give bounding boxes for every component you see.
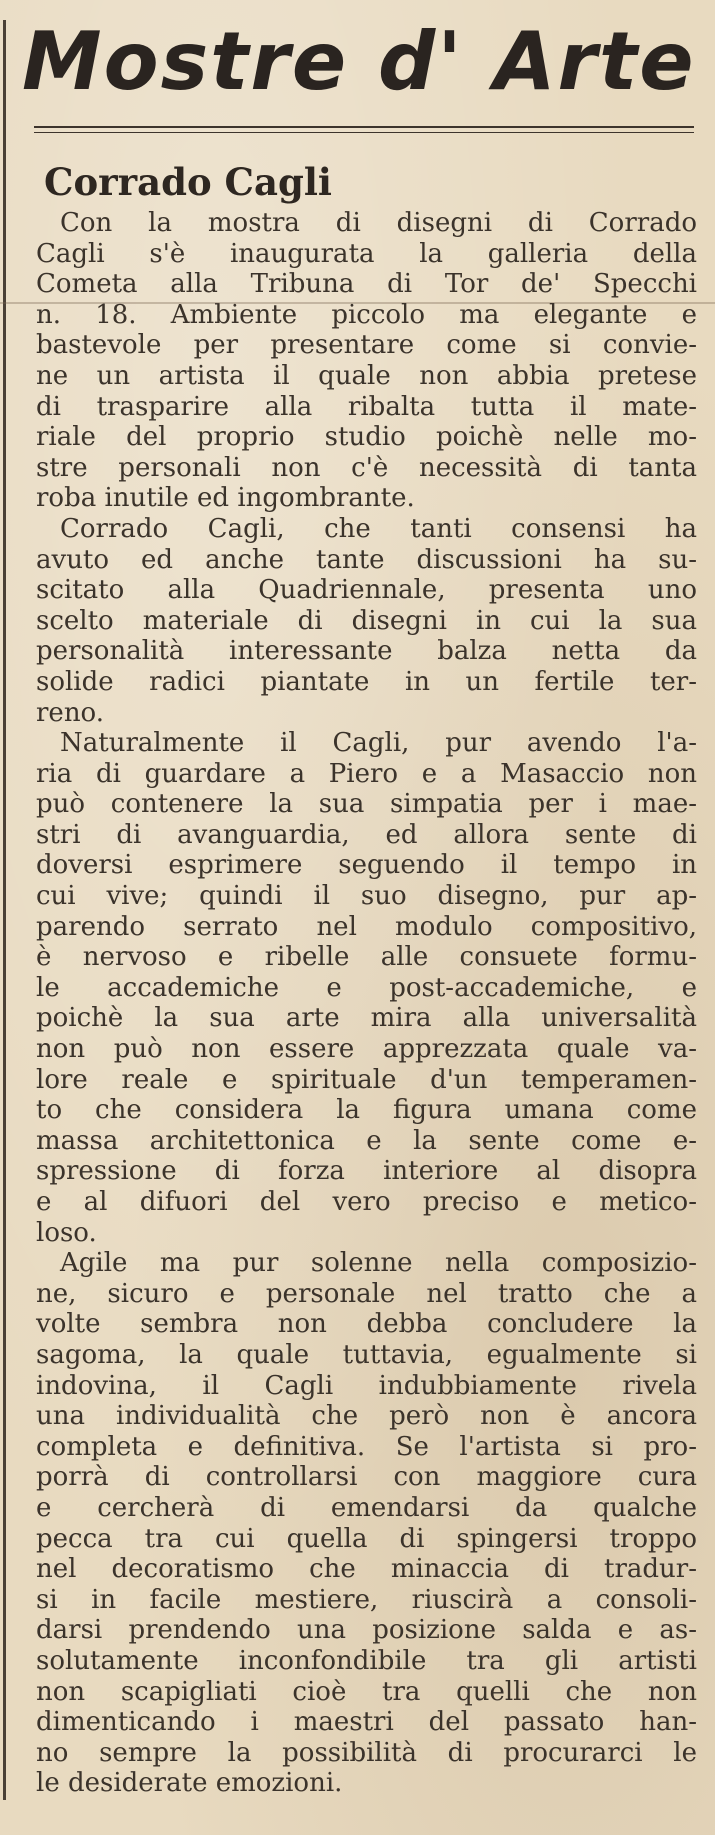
article-line: solide radici piantate in un fertile ter- — [36, 666, 697, 697]
section-masthead: Mostre d' Arte — [22, 15, 696, 108]
article-paragraph — [36, 728, 697, 1248]
article-line: cui vive; quindi il suo disegno, pur ap- — [36, 881, 697, 912]
article-line: porrà di controllarsi con maggiore cura — [36, 1462, 697, 1493]
article-line: riale del proprio studio poichè nelle mo- — [36, 422, 697, 453]
article-line: non può non essere apprezzata quale va- — [36, 1034, 697, 1065]
article-line: e cercherà di emendarsi da qualche — [36, 1492, 697, 1523]
article-line: indovina, il Cagli indubbiamente rivela — [36, 1370, 697, 1401]
article-line: ria di guardare a Piero e a Masaccio non — [36, 758, 697, 789]
article-line: una individualità che però non è ancora — [36, 1401, 697, 1432]
article-line: stre personali non c'è necessità di tanta — [36, 452, 697, 483]
article-line: parendo serrato nel modulo compositivo, — [36, 911, 697, 942]
article-line: darsi prendendo una posizione salda e as- — [36, 1615, 697, 1646]
article-line: Cagli s'è inaugurata la galleria della — [36, 238, 697, 269]
article-line: poichè la sua arte mira alla universalità — [36, 1003, 697, 1034]
article-line: bastevole per presentare come si convie- — [36, 330, 697, 361]
article-line: Cometa alla Tribuna di Tor de' Specchi — [36, 269, 697, 300]
article-line: non scapigliati cioè tra quelli che non — [36, 1676, 697, 1707]
masthead-rule-thin — [34, 132, 694, 133]
article-line: le desiderate emozioni. — [36, 1768, 343, 1799]
article-line: le accademiche e post-accademiche, e — [36, 972, 697, 1003]
article-paragraph — [36, 514, 697, 728]
article-line: lore reale e spirituale d'un temperamen- — [36, 1064, 697, 1095]
article-line: scelto materiale di disegni in cui la sua — [36, 605, 697, 636]
article-line: volte sembra non debba concludere la — [36, 1309, 697, 1340]
article-line: massa architettonica e la sente come e- — [36, 1125, 697, 1156]
article-body — [36, 208, 697, 1799]
article-line: dimenticando i maestri del passato han- — [36, 1707, 697, 1738]
article-line: ne, sicuro e personale nel tratto che a — [36, 1278, 697, 1309]
article-line: loso. — [36, 1217, 97, 1248]
article-line: avuto ed anche tante discussioni ha su- — [36, 544, 697, 575]
article-line: è nervoso e ribelle alle consuete formu- — [36, 942, 697, 973]
article-line: stri di avanguardia, ed allora sente di — [36, 819, 697, 850]
article-line: n. 18. Ambiente piccolo ma elegante e — [36, 299, 697, 330]
article-line: ne un artista il quale non abbia pretese — [36, 360, 697, 391]
article-line: si in facile mestiere, riuscirà a consoli- — [36, 1584, 697, 1615]
article-line: Agile ma pur solenne nella composizio- — [60, 1248, 697, 1279]
article-line: to che considera la figura umana come — [36, 1095, 697, 1126]
article-line: spressione di forza interiore al disopra — [36, 1156, 697, 1187]
article-line: e al difuori del vero preciso e metico- — [36, 1187, 697, 1217]
article-line: personalità interessante balza netta da — [36, 636, 697, 667]
article-line: scitato alla Quadriennale, presenta uno — [36, 575, 697, 606]
article-line: completa e definitiva. Se l'artista si pro- — [36, 1431, 697, 1462]
article-line: Con la mostra di disegni di Corrado — [60, 208, 697, 238]
article-line: doversi esprimere seguendo il tempo in — [36, 850, 697, 881]
article-paragraph — [36, 1248, 697, 1799]
article-line: può contenere la sua simpatia per i mae- — [36, 789, 697, 820]
article-line: di trasparire alla ribalta tutta il mate- — [36, 391, 697, 422]
article-line: pecca tra cui quella di spingersi troppo — [36, 1523, 697, 1554]
article-line: sagoma, la quale tuttavia, egualmente si — [36, 1339, 697, 1370]
article-headline: Corrado Cagli — [44, 160, 332, 204]
article-line: no sempre la possibilità di procurarci le — [36, 1737, 697, 1768]
column-rule-left — [3, 20, 6, 1800]
article-paragraph — [36, 208, 697, 514]
article-line: nel decoratismo che minaccia di tradur- — [36, 1554, 697, 1585]
article-line: reno. — [36, 697, 105, 728]
article-line: roba inutile ed ingombrante. — [36, 483, 415, 514]
masthead-rule — [34, 126, 694, 128]
article-line: solutamente inconfondibile tra gli artisti — [36, 1645, 697, 1676]
article-line: Corrado Cagli, che tanti consensi ha — [60, 513, 697, 544]
article-line: Naturalmente il Cagli, pur avendo l'a- — [60, 728, 697, 759]
